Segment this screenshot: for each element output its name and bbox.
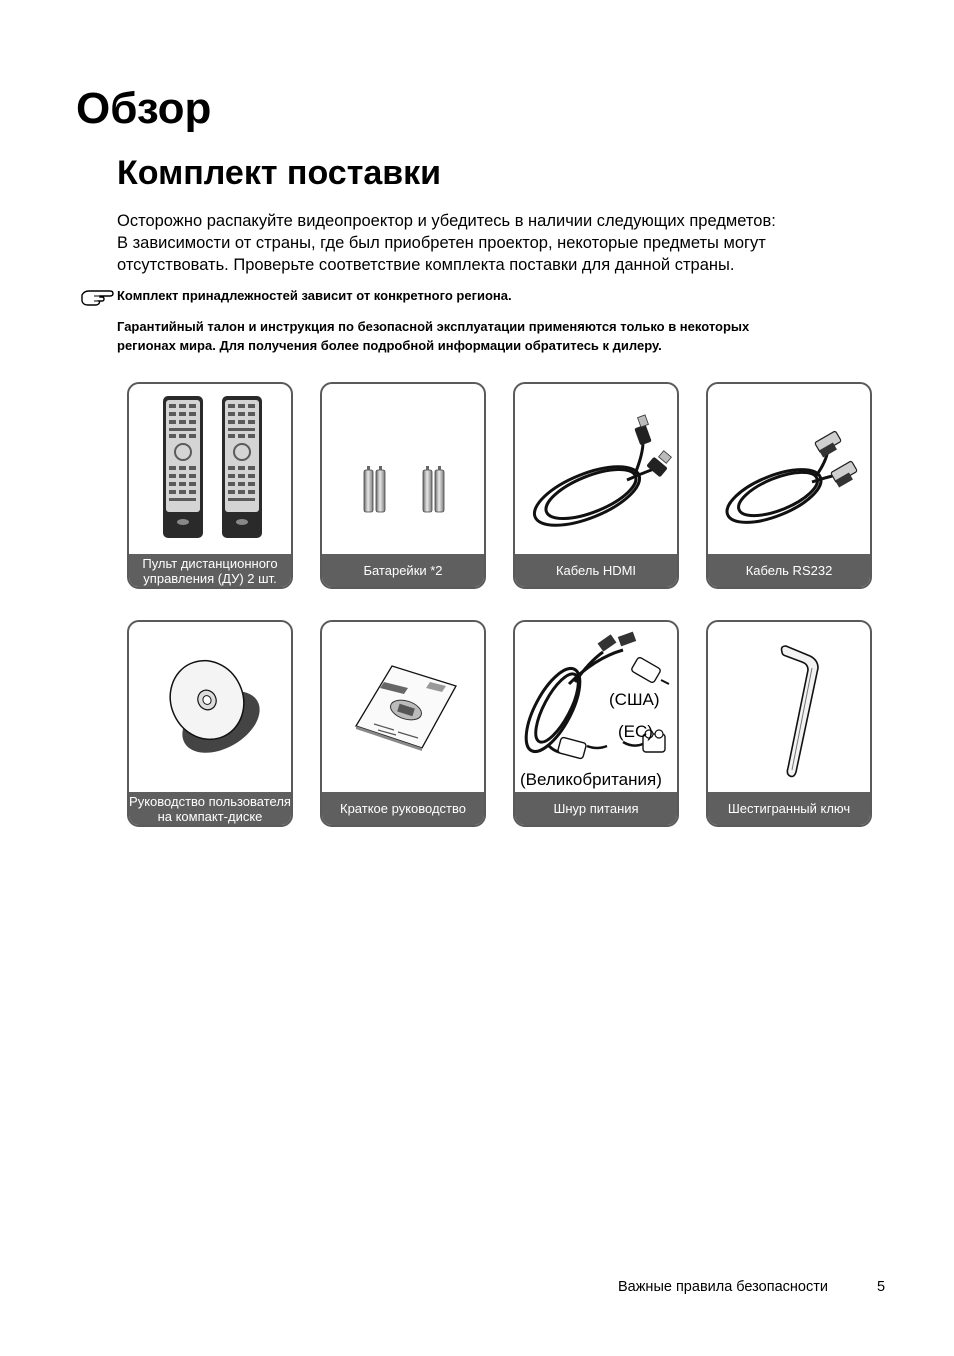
- rs232-cable-icon: [708, 384, 870, 554]
- item-caption: [129, 792, 291, 825]
- item-card-cd: [127, 620, 293, 827]
- item-caption: [322, 792, 484, 825]
- item-card-remote: [127, 382, 293, 589]
- remote-control-icon: [129, 384, 291, 554]
- pointing-hand-icon: [80, 286, 114, 306]
- caption-line: Батарейки *2: [363, 563, 443, 578]
- item-caption: [129, 554, 291, 587]
- section-title: Комплект поставки: [117, 154, 442, 192]
- caption-line: Шестигранный ключ: [727, 801, 851, 816]
- caption-line: Краткое руководство: [340, 801, 466, 816]
- page-number: 5: [877, 1279, 886, 1295]
- intro-paragraph: [117, 210, 877, 276]
- intro-line: В зависимости от страны, где был приобретен проектор, некоторые предметы могут: [117, 234, 766, 252]
- cd-icon: [129, 622, 291, 792]
- uk-plug-label: (Великобритания): [520, 770, 662, 789]
- caption-line: Кабель RS232: [745, 563, 833, 578]
- item-card-hex-key: [706, 620, 872, 827]
- item-caption: [322, 554, 484, 587]
- item-card-batteries: [320, 382, 486, 589]
- note-region: Комплект принадлежностей зависит от конкретного региона.: [117, 288, 512, 303]
- item-card-hdmi: [513, 382, 679, 589]
- item-caption: [708, 554, 870, 587]
- caption-line: Пульт дистанционного: [142, 555, 278, 571]
- item-card-quick-guide: [320, 620, 486, 827]
- hex-key-icon: [708, 622, 870, 792]
- batteries-icon: [322, 384, 484, 554]
- item-caption: [515, 554, 677, 587]
- item-caption: [515, 792, 677, 825]
- hdmi-cable-icon: [515, 384, 677, 554]
- intro-line: отсутствовать. Проверьте соответствие комплекта поставки для данной страны.: [117, 256, 735, 274]
- caption-line: управления (ДУ) 2 шт.: [143, 570, 277, 586]
- page-title: Обзор: [76, 84, 212, 133]
- caption-line: Кабель HDMI: [555, 563, 637, 578]
- quick-guide-icon: [322, 622, 484, 792]
- caption-line: Шнур питания: [553, 801, 639, 816]
- eu-plug-label: (ЕС): [618, 722, 653, 741]
- caption-line: на компакт-диске: [157, 808, 263, 824]
- note-warranty: [117, 317, 887, 355]
- note-line: Гарантийный талон и инструкция по безопасной эксплуатации применяются только в некоторых: [117, 319, 750, 334]
- intro-line: Осторожно распакуйте видеопроектор и убедитесь в наличии следующих предметов:: [117, 212, 776, 230]
- item-caption: [708, 792, 870, 825]
- us-plug-label: (США): [609, 690, 660, 709]
- item-card-power-cord: [513, 620, 679, 827]
- caption-line: Руководство пользователя: [129, 793, 291, 809]
- footer-section-name: Важные правила безопасности: [618, 1279, 828, 1295]
- item-card-rs232: [706, 382, 872, 589]
- note-line: регионах мира. Для получения более подробной информации обратитесь к дилеру.: [117, 338, 662, 353]
